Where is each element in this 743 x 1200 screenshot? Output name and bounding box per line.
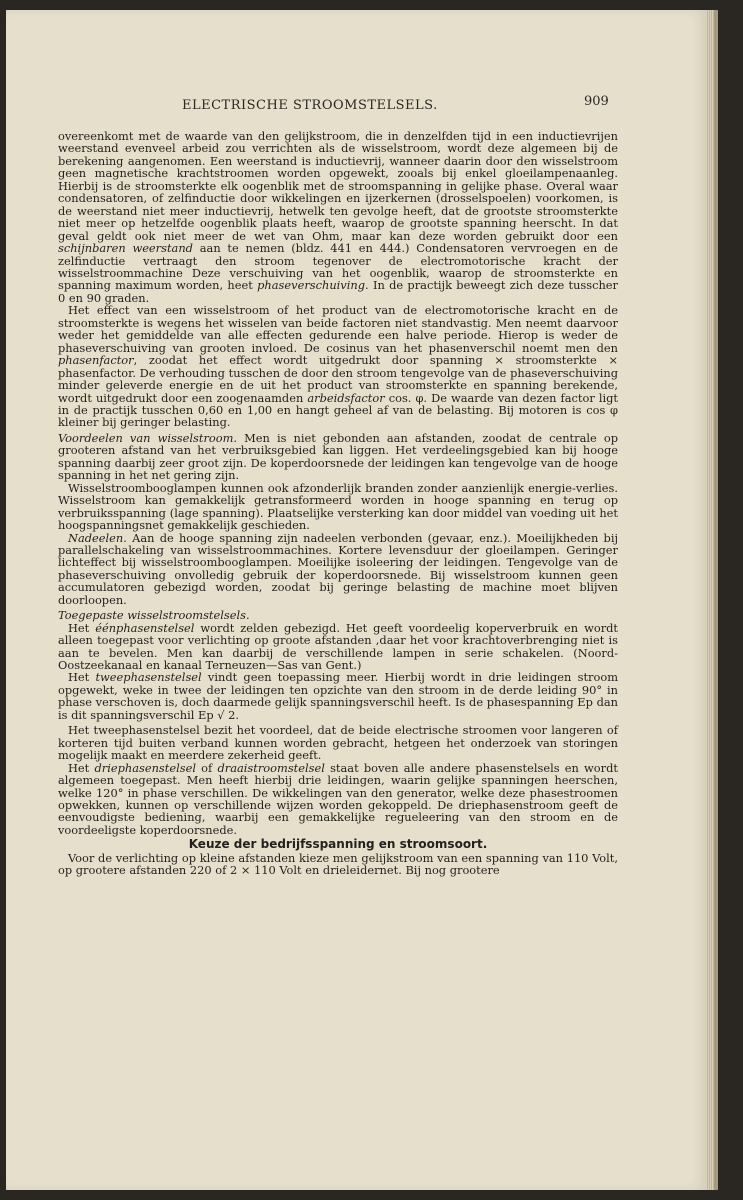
text-run: vindt geen toepassing meer. Hierbij wordt in drie leidingen stroom opgewekt, weke in twee der leidingen ten opzichte van den stroom in de derde leiding 90° in phase verschoven is, doch daarmede gelijk spanningsverschil heeft. Is de phasespanning Ep dan is dit spanningsverschil Ep √ 2. [58, 670, 618, 722]
section-label-toegepaste: Toegepaste wisselstroomstelsels. [58, 608, 250, 623]
text-run: . In de practijk beweegt zich deze tusscher 0 en 90 graden. [58, 278, 618, 305]
paragraph-2 [58, 304, 618, 429]
section-label-nadeelen: Nadeelen. [68, 530, 127, 545]
paragraph-driephasen [58, 762, 618, 837]
text-run: of [195, 760, 218, 775]
text-run: Het effect van een wisselstroom of het product van de electromotorische kracht en de stroomsterkte is wegens het wisselen van beide factoren niet standvastig. Men neemt daarvoor weder het gemiddelde van alle effecten gedurende een halve periode. Hierop is weder de phaseverschuiving van grooten invloed. De cosinus van het phasenverschil noemt men den [58, 303, 618, 355]
paragraph-eenphasen [58, 622, 618, 672]
text-run: overeenkomt met de waarde van den gelijkstroom, die in denzelfden tijd in een inductievrijen weerstand evenveel arbeid zou verrichten als de wisselstroom, wordt deze algemeen bij de berekening aangenomen. Een weerstand is inductievrij, wanneer daarin door den wisselstroom geen magnetische krachtstroomen worden opgewekt, zooals bij enkel gloeilampenaanleg. Hierbij is de stroomsterkte elk oogenblik met de stroomspanning in gelijke phase. Overal waar condensatoren, of zelfinductie door wikkelingen en ijzerkernen (drosselspoelen) voorkomen, is de weerstand niet meer inductievrij, hetwelk ten gevolge heeft, dat de grootste stroomsterkte niet meer op hetzelfde oogenblik plaats heeft, waarop de grootste spanning heerscht. In dat geval geldt ook niet meer de wet van Ohm, maar kan deze worden gebruikt door een [58, 129, 618, 243]
book-page [6, 10, 706, 1190]
term-driephasenstelsel: driephasenstelsel [94, 760, 196, 775]
term-phaseverschuiving: phaseverschuiving [257, 278, 366, 293]
section-label-voordeelen: Voordeelen van wisselstroom. [58, 430, 238, 445]
paragraph-tweephasen [58, 671, 618, 721]
page-edge-outer [714, 10, 718, 1190]
body-text [58, 130, 618, 877]
page-number: 909 [584, 94, 609, 109]
text-run: staat boven alle andere phasenstelsels en wordt algemeen toegepast. Men heeft hierbij drie leidingen, waarin gelijke spanningen heerschen, welke 120° in phase verschillen. De wikkelingen van den generator, welke deze phasestroomen opwekken, kunnen op verschillende wijzen worden gekoppeld. De driephasenstroom geeft de eenvoudigste bediening, waarbij een gemakkelijke regueleering van den stroom en de voordeeligste koperdoorsnede. [58, 760, 618, 837]
paragraph-4: Wisselstroombooglampen kunnen ook afzonderlijk branden zonder aanzienlijk energie-verlies. Wisselstroom kan gemakkelijk getransformeerd worden in hooge spanning en terug op verbruiksspanning (lage spanning). Plaatselijke versterking kan door middel van voeding uit het hoogspanningsnet gemakkelijk geschieden. [58, 480, 618, 533]
term-eenphasenstelsel: éénphasenstelsel [95, 620, 195, 635]
text-run: , zoodat het effect wordt uitgedrukt door spanning × stroomsterkte × phasenfactor. De verhouding tusschen de door den stroom tengevolge van de phaseverschuiving minder geleverde energie en de uit het product van stroomsterkte en spanning berekende, wordt uitgedrukt door een zoogenaamden [58, 353, 618, 405]
text-run: Men is niet gebonden aan afstanden, zoodat de centrale op grooteren afstand van het verbruiksgebied kan liggen. Het verdeelingsgebied kan bij hooge spanning daarbij zeer groot zijn. De koperdoorsnede der leidingen kan tengevolge van de hooge spanning in het net gering zijn. [58, 430, 618, 483]
paragraph-nadeelen [58, 532, 618, 607]
text-run: aan te nemen (bldz. 441 en 444.) Condensatoren vervroegen en de zelfinductie vertraagt den stroom tegenover de electromotorische kracht der wisselstroommachine Deze verschuiving van het oogenblik, waarop de stroomsterkte en spanning maximum worden, heet [58, 241, 618, 293]
term-tweephasenstelsel: tweephasenstelsel [95, 670, 202, 685]
term-phasenfactor: phasenfactor [58, 353, 134, 368]
paragraph-1 [58, 130, 618, 304]
section-heading: Keuze der bedrijfsspanning en stroomsoort. [188, 837, 488, 852]
text-run: Het [68, 670, 96, 685]
paragraph-voordeelen [58, 432, 618, 482]
paragraph-keuze: Voor de verlichting op kleine afstanden kieze men gelijkstroom van een spanning van 110 Volt, op grootere afstanden 220 of 2 × 110 Volt en drieleidernet. Bij nog grootere [58, 850, 618, 878]
text-run: cos. φ. De waarde van dezen factor ligt in de practijk tusschen 0,60 en 1,00 en hangt geheel af van de belasting. Bij motoren is cos φ kleiner bij geringer belasting. [58, 390, 619, 430]
text-run: Aan de hooge spanning zijn nadeelen verbonden (gevaar, enz.). Moeilijkheden bij parallelschakeling van wisselstroommachines. Kortere levensduur der gloeilampen. Geringer lichteffect bij wisselstroombooglampen. Moeilijke isoleering der leidingen. Tengevolge van de phaseverschuiving onvolledig gebruik der koperdoorsnede. Bij wisselstroom kunnen geen accumulatoren gebezigd worden, zoodat bij geringe belasting de machine moet blijven doorloopen. [58, 530, 618, 607]
paragraph-tweephasen-voordeel: Het tweephasenstelsel bezit het voordeel, dat de beide electrische stroomen voor langeren of korteren tijd buiten verband kunnen worden gebracht, hetgeen het onderzoek van storingen mogelijk maakt en meerdere zekerheid geeft. [58, 723, 618, 763]
running-header: ELECTRISCHE STROOMSTELSELS. [182, 98, 438, 113]
term-schijnbaren-weerstand: schijnbaren weerstand [58, 241, 193, 256]
text-run: Het [68, 620, 96, 635]
text-run: Het [68, 760, 95, 775]
page-edge [706, 10, 714, 1190]
term-arbeidsfactor: arbeidsfactor [307, 390, 385, 405]
text-run: wordt zelden gebezigd. Het geeft voordeelig koperverbruik en wordt alleen toegepast voor verlichting op groote afstanden ,daar het voor krachtoverbrenging niet is aan te bevelen. Men kan daarbij de verschillende lampen in serie schakelen. (Noord-Oostzeekanaal en kanaal Terneuzen—Sas van Gent.) [58, 620, 619, 673]
term-draaistroomstelsel: draaistroomstelsel [217, 760, 325, 775]
